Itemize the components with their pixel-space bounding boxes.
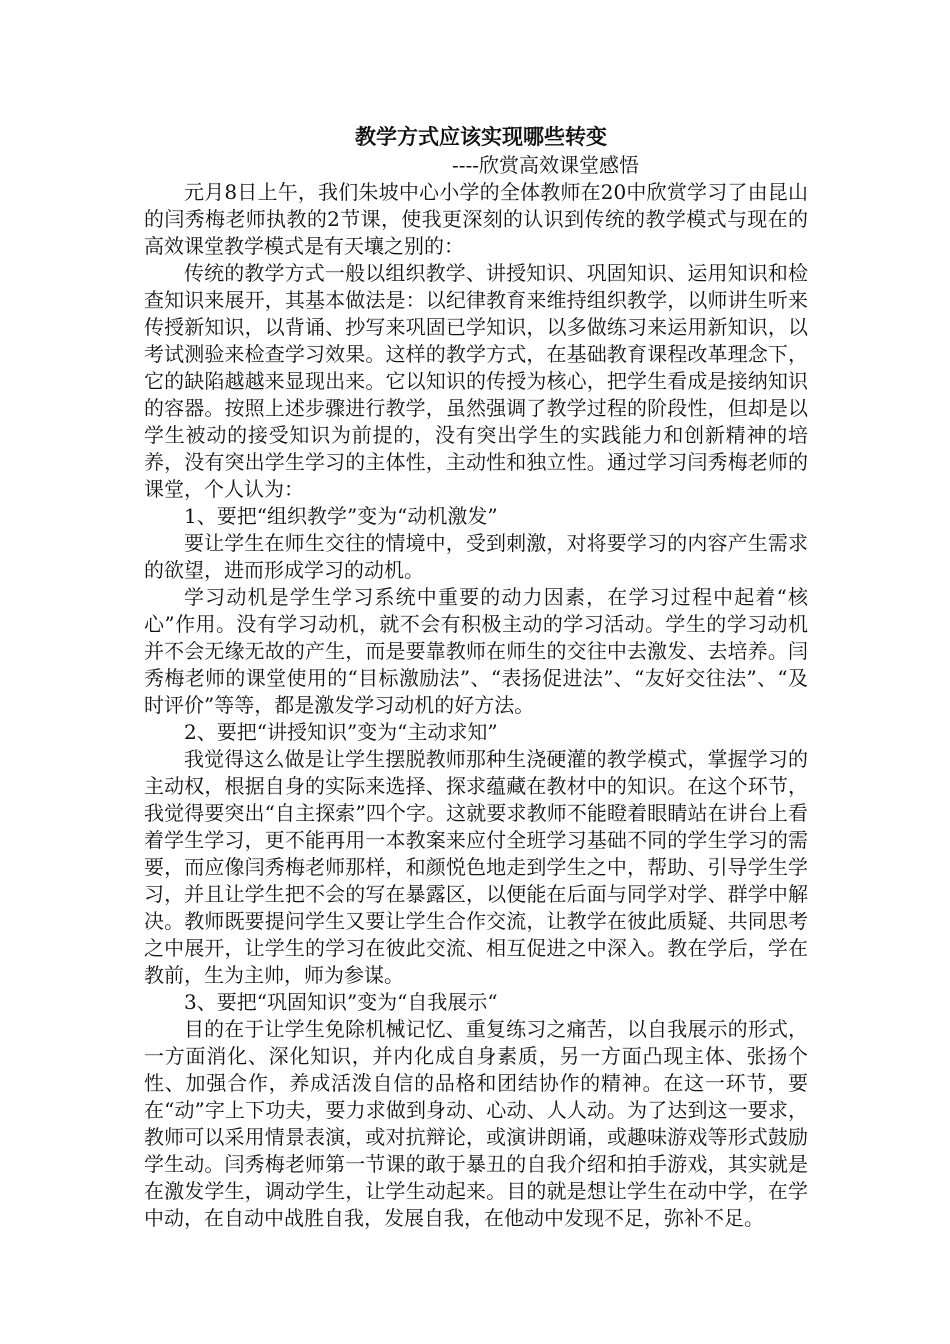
document-body xyxy=(144,179,808,1232)
document-title: 教学方式应该实现哪些转变 xyxy=(355,125,607,149)
section-heading-1: 1、要把“组织教学”变为“动机激发” xyxy=(184,504,498,528)
paragraph-section-1a: 要让学生在师生交往的情境中，受到刺激，对将要学习的内容产生需求的欲望，进而形成学习的动机。 xyxy=(144,531,808,582)
paragraph-section-2: 我觉得这么做是让学生摆脱教师那种生浇硬灌的教学模式，掌握学习的主动权，根据自身的实际来选择、探求蕴藏在教材中的知识。在这个环节，我觉得要突出“自主探索”四个字。这就要求教师不能瞪着眼睛站在讲台上看着学生学习，更不能再用一本教案来应付全班学习基础不同的学生学习的需要，而应像闫秀梅老师那样，和颜悦色地走到学生之中，帮助、引导学生学习，并且让学生把不会的写在暴露区，以便能在后面与同学对学、群学中解决。教师既要提问学生又要让学生合作交流，让教学在彼此质疑、共同思考之中展开，让学生的学习在彼此交流、相互促进之中深入。教在学后，学在教前，生为主帅，师为参谋。 xyxy=(144,747,808,987)
document-page xyxy=(144,122,808,1232)
paragraph-section-1b: 学习动机是学生学习系统中重要的动力因素，在学习过程中起着“核心”作用。没有学习动机，就不会有积极主动的学习活动。学生的学习动机并不会无缘无故的产生，而是要靠教师在师生的交往中去激发、去培养。闫秀梅老师的课堂使用的“目标激励法”、“表扬促进法”、“友好交往法”、“及时评价”等等，都是激发学习动机的好方法。 xyxy=(144,585,808,717)
paragraph-intro: 元月8日上午，我们朱坡中心小学的全体教师在20中欣赏学习了由昆山的闫秀梅老师执教的2节课，使我更深刻的认识到传统的教学模式与现在的高效课堂教学模式是有天壤之别的： xyxy=(144,180,808,258)
paragraph-section-3: 目的在于让学生免除机械记忆、重复练习之痛苦，以自我展示的形式，一方面消化、深化知识，并内化成自身素质，另一方面凸现主体、张扬个性、加强合作，养成活泼自信的品格和团结协作的精神。在这一环节，要在“动”字上下功夫，要力求做到身动、心动、人人动。为了达到这一要求，教师可以采用情景表演，或对抗辩论，或演讲朗诵，或趣味游戏等形式鼓励学生动。闫秀梅老师第一节课的敢于暴丑的自我介绍和拍手游戏，其实就是在激发学生，调动学生，让学生动起来。目的就是想让学生在动中学，在学中动，在自动中战胜自我，发展自我，在他动中发现不足，弥补不足。 xyxy=(144,1017,808,1230)
paragraph-traditional-method: 传统的教学方式一般以组织教学、讲授知识、巩固知识、运用知识和检查知识来展开，其基本做法是：以纪律教育来维持组织教学，以师讲生听来传授新知识，以背诵、抄写来巩固已学知识，以多做练习来运用新知识，以考试测验来检查学习效果。这样的教学方式，在基础教育课程改革理念下，它的缺陷越越来显现出来。它以知识的传授为核心，把学生看成是接纳知识的容器。按照上述步骤进行教学，虽然强调了教学过程的阶段性，但却是以学生被动的接受知识为前提的，没有突出学生的实践能力和创新精神的培养，没有突出学生学习的主体性，主动性和独立性。通过学习闫秀梅老师的课堂，个人认为： xyxy=(144,261,808,501)
document-subtitle: ----欣赏高效课堂感悟 xyxy=(452,153,640,177)
section-heading-3: 3、要把“巩固知识”变为“自我展示“ xyxy=(184,990,498,1014)
section-heading-2: 2、要把“讲授知识”变为“主动求知” xyxy=(184,720,498,744)
